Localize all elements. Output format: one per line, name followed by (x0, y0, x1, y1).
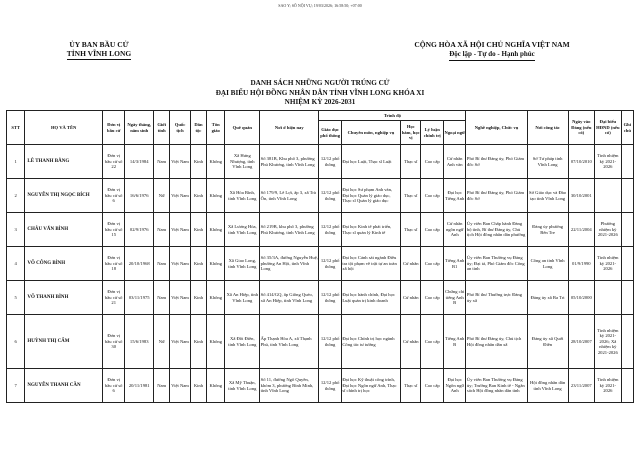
col-language: Ngoại ngữ (443, 121, 465, 145)
cell-hometown: Xã Hòa Bình, tỉnh Vĩnh Long (225, 179, 260, 213)
cell-stt: 5 (7, 281, 25, 315)
cell-note (621, 281, 633, 315)
cell-residence: Số 11, đường Ngô Quyền, khóm 3, phường Bình Minh, tỉnh Vĩnh Long (260, 369, 319, 403)
cell-ethnic: Kinh (190, 179, 206, 213)
cell-hdnd: Tỉnh nhiệm kỳ 2021-2026 (595, 369, 622, 403)
cell-nationality: Việt Nam (170, 179, 190, 213)
cell-language: Cử nhân Anh văn (443, 145, 465, 179)
cell-note (621, 213, 633, 247)
cell-workplace: Công an tỉnh Vĩnh Long (527, 247, 568, 281)
cell-gender: Nam (154, 145, 170, 179)
cell-ethnic: Kinh (190, 247, 206, 281)
cell-religion: Không (207, 315, 225, 369)
col-religion: Tôn giáo (207, 111, 225, 145)
cell-unit: Đơn vị bầu cử số 21 (102, 281, 124, 315)
col-workplace: Nơi công tác (527, 111, 568, 145)
cell-hometown: Xã Giao Long, tỉnh Vĩnh Long (225, 247, 260, 281)
cell-nationality: Việt Nam (170, 369, 190, 403)
cell-language: Đại học Tiếng Anh (443, 179, 465, 213)
cell-job: Ủy viên Ban Thường vụ Đảng ủy; Đại tá, Phó Giám đốc Công an tỉnh (466, 247, 527, 281)
table-row (7, 247, 634, 281)
cell-residence: Ấp Thạnh Hòa A, xã Thạnh Phú, tỉnh Vĩnh Long (260, 315, 319, 369)
cell-ethnic: Kinh (190, 315, 206, 369)
cell-note (621, 315, 633, 369)
cell-hometown: Xã Lương Hòa, tỉnh Vĩnh Long (225, 213, 260, 247)
cell-name: NGUYỄN THANH CẦN (25, 369, 103, 403)
cell-politics: Cao cấp (421, 247, 443, 281)
cell-residence: Số 35/3A, đường Nguyễn Huệ, phường An Hội, tỉnh Vĩnh Long (260, 247, 319, 281)
table-row (7, 369, 634, 403)
document-title (0, 79, 640, 108)
cell-unit: Đơn vị bầu cử số 6 (102, 369, 124, 403)
cell-dob: 03/11/1975 (125, 281, 154, 315)
cell-politics: Cao cấp (421, 315, 443, 369)
cell-politics: Cao cấp (421, 369, 443, 403)
cell-specialty: Đại học Sư phạm Anh văn, Đại học Quản lý giáo dục, Thạc sĩ Quản lý giáo dục (341, 179, 400, 213)
col-hdnd: Đại biểu HĐND (nếu có) (595, 111, 622, 145)
cell-language: Tiếng Anh B (443, 315, 465, 369)
cell-general: 12/12 phổ thông (319, 213, 341, 247)
cell-party: 07/10/2010 (568, 145, 595, 179)
col-unit: Đơn vị bầu cử (102, 111, 124, 145)
cell-residence: Số 414/GQ, ấp Giồng Quéo, xã An Hiệp, tỉnh Vĩnh Long (260, 281, 319, 315)
cell-dob: 20/10/1968 (125, 247, 154, 281)
cell-unit: Đơn vị bầu cử số 6 (102, 179, 124, 213)
cell-gender: Nữ (154, 315, 170, 369)
cell-job: Ủy viên Ban Thường vụ Đảng ủy; Trưởng Ban Kinh tế - Ngân sách Hội đồng nhân dân tỉnh (466, 369, 527, 403)
cell-dob: 15/6/1983 (125, 315, 154, 369)
cell-language: Đại học Ngôn ngữ Anh (443, 369, 465, 403)
cell-religion: Không (207, 247, 225, 281)
authority-line-2: TỈNH VĨNH LONG (66, 49, 132, 58)
cell-stt: 2 (7, 179, 25, 213)
cell-name: NGUYỄN THỊ NGỌC BÍCH (25, 179, 103, 213)
cell-dob: 02/9/1976 (125, 213, 154, 247)
cell-note (621, 247, 633, 281)
cell-religion: Không (207, 281, 225, 315)
table-row (7, 315, 634, 369)
cell-general: 12/12 phổ thông (319, 179, 341, 213)
country-name: CỘNG HÒA XÃ HỘI CHỦ NGHĨA VIỆT NAM (414, 40, 570, 49)
cell-hometown: Xã Hưng Nhượng, tỉnh Vĩnh Long (225, 145, 260, 179)
cell-name: CHÂU VĂN BÌNH (25, 213, 103, 247)
cell-hometown: Xã Mỹ Thuận, tỉnh Vĩnh Long (225, 369, 260, 403)
title-line-3: NHIỆM KỲ 2026-2031 (284, 98, 356, 106)
cell-hdnd (595, 179, 622, 213)
cell-ethnic: Kinh (190, 213, 206, 247)
col-note: Ghi chú (621, 111, 633, 145)
cell-ethnic: Kinh (190, 369, 206, 403)
cell-general: 12/12 phổ thông (319, 145, 341, 179)
cell-hdnd (595, 281, 622, 315)
cell-politics: Cao cấp (421, 179, 443, 213)
cell-gender: Nam (154, 281, 170, 315)
cell-ethnic: Kinh (190, 145, 206, 179)
col-gender: Giới tính (154, 111, 170, 145)
cell-stt: 4 (7, 247, 25, 281)
cell-gender: Nam (154, 247, 170, 281)
cell-hdnd: Tỉnh nhiệm kỳ 2021-2026 (595, 247, 622, 281)
cell-residence: Số 381B, Khu phố 3, phường Phú Khương, tỉnh Vĩnh Long (260, 145, 319, 179)
cell-gender: Nữ (154, 179, 170, 213)
cell-party: 05/10/2000 (568, 281, 595, 315)
col-degree: Học hàm, học vị (401, 121, 421, 145)
cell-specialty: Đại học Kinh tế phát triển, Thạc sĩ quản lý Kinh tế (341, 213, 400, 247)
cell-residence: Số 179/9, Lê Lợi, ấp 3, xã Trà Ôn, tỉnh Vĩnh Long (260, 179, 319, 213)
cell-stt: 3 (7, 213, 25, 247)
cell-stt: 7 (7, 369, 25, 403)
col-ethnic: Dân tộc (190, 111, 206, 145)
cell-workplace: Đảng ủy xã Ba Tri (527, 281, 568, 315)
cell-workplace: Hội đồng nhân dân tỉnh Vĩnh Long (527, 369, 568, 403)
cell-workplace: Sở Tư pháp tỉnh Vĩnh Long (527, 145, 568, 179)
cell-job: Phó Bí thư Đảng ủy, Phó Giám đốc Sở (466, 145, 527, 179)
table-row (7, 179, 634, 213)
cell-degree: Thạc sĩ (401, 145, 421, 179)
cell-specialty: Đại học Kỹ thuật công trình, Đại học Ngôn ngữ Anh, Thạc sĩ chính trị học (341, 369, 400, 403)
cell-party: 30/10/2001 (568, 179, 595, 213)
col-nationality: Quốc tịch (170, 111, 190, 145)
national-motto (372, 40, 612, 61)
cell-job: Phó Bí thư Đảng ủy, Phó Giám đốc Sở (466, 179, 527, 213)
cell-specialty: Đại học Cảnh sát ngành Điều tra tội phạm về trật tự an toàn xã hội (341, 247, 400, 281)
col-specialty: Chuyên môn, nghiệp vụ (341, 121, 400, 145)
cell-workplace: Đảng ủy xã Quới Điền (527, 315, 568, 369)
cell-note (621, 369, 633, 403)
elected-delegates-table (6, 110, 634, 403)
cell-nationality: Việt Nam (170, 315, 190, 369)
cell-residence: Số 219B, khu phố 3, phường Phú Khương, tỉnh Vĩnh Long (260, 213, 319, 247)
cell-stt: 6 (7, 315, 25, 369)
cell-religion: Không (207, 213, 225, 247)
cell-note (621, 179, 633, 213)
col-job: Nghề nghiệp, Chức vụ (466, 111, 527, 145)
cell-party: 23/11/2007 (568, 369, 595, 403)
cell-dob: 20/11/1981 (125, 369, 154, 403)
cell-party: 22/11/2004 (568, 213, 595, 247)
cell-name: VÕ CÔNG BÌNH (25, 247, 103, 281)
cell-name: LÊ THANH BẰNG (25, 145, 103, 179)
cell-hometown: Xã An Hiệp, tỉnh Vĩnh Long (225, 281, 260, 315)
cell-dob: 16/6/1976 (125, 179, 154, 213)
cell-religion: Không (207, 369, 225, 403)
cell-degree: Thạc sĩ (401, 179, 421, 213)
table-row (7, 281, 634, 315)
cell-gender: Nam (154, 369, 170, 403)
cell-religion: Không (207, 145, 225, 179)
cell-hometown: Xã Đồi Điền, tỉnh Vĩnh Long (225, 315, 260, 369)
cell-nationality: Việt Nam (170, 281, 190, 315)
col-residence: Nơi ở hiện nay (260, 111, 319, 145)
col-party: Ngày vào Đảng (nếu có) (568, 111, 595, 145)
cell-stt: 1 (7, 145, 25, 179)
cell-unit: Đơn vị bầu cử số 15 (102, 213, 124, 247)
cell-name: VÕ THANH BÌNH (25, 281, 103, 315)
cell-degree: Thạc sĩ (401, 369, 421, 403)
cell-workplace: Sở Giáo dục và Đào tạo tỉnh Vĩnh Long (527, 179, 568, 213)
cell-religion: Không (207, 179, 225, 213)
cell-specialty: Đại học Luật, Thạc sĩ Luật (341, 145, 400, 179)
table-row (7, 213, 634, 247)
cell-general: 12/12 phổ thông (319, 281, 341, 315)
motto: Độc lập - Tự do - Hạnh phúc (449, 50, 535, 61)
cell-note (621, 145, 633, 179)
cell-specialty: Đại học Chính trị học ngành Công tác tư tưởng (341, 315, 400, 369)
cell-nationality: Việt Nam (170, 145, 190, 179)
cell-language: Cử nhân ngôn ngữ Anh (443, 213, 465, 247)
col-education-group: Trình độ (319, 111, 466, 121)
col-stt: STT (7, 111, 25, 145)
cell-degree: Cử nhân (401, 281, 421, 315)
cell-name: HUỲNH THỊ CẨM (25, 315, 103, 369)
col-name: HỌ VÀ TÊN (25, 111, 103, 145)
cell-unit: Đơn vị bầu cử số 18 (102, 247, 124, 281)
cell-job: Phó Bí thư Thường trực Đảng ủy xã (466, 281, 527, 315)
cell-nationality: Việt Nam (170, 213, 190, 247)
cell-hdnd: Tỉnh nhiệm kỳ 2021-2026; Xã nhiệm kỳ 2021-2026 (595, 315, 622, 369)
cell-party: 01/9/1990 (568, 247, 595, 281)
cell-general: 12/12 phổ thông (319, 247, 341, 281)
cell-job: Ủy viên Ban Chấp hành Đảng bộ tỉnh, Bí thư Đảng ủy, Chủ tịch Hội đồng nhân dân phường (466, 213, 527, 247)
cell-unit: Đơn vị bầu cử số 30 (102, 315, 124, 369)
issuing-authority (24, 40, 174, 60)
cell-politics: Cao cấp (421, 281, 443, 315)
cell-degree: Cử nhân (401, 315, 421, 369)
table-row (7, 145, 634, 179)
title-line-2: ĐẠI BIỂU HỘI ĐỒNG NHÂN DÂN TỈNH VĨNH LONG KHÓA XI (215, 88, 425, 97)
cell-language: Chứng chỉ tiếng Anh B (443, 281, 465, 315)
cell-job: Phó Bí thư Đảng ủy, Chủ tịch Hội đồng nhân dân xã (466, 315, 527, 369)
col-hometown: Quê quán (225, 111, 260, 145)
cell-unit: Đơn vị bầu cử số 22 (102, 145, 124, 179)
cell-politics: Cao cấp (421, 145, 443, 179)
cell-politics: Cao cấp (421, 213, 443, 247)
cell-hdnd: Tỉnh nhiệm kỳ 2021-2026 (595, 145, 622, 179)
cell-dob: 14/3/1984 (125, 145, 154, 179)
cell-general: 12/12 phổ thông (319, 369, 341, 403)
digital-signature-stamp: SAO Y; SỐ NỘI VỤ; 19/03/2026; 16:58:50; +07:00 (278, 3, 362, 8)
cell-hdnd: Phường nhiệm kỳ 2021-2026 (595, 213, 622, 247)
cell-degree: Thạc sĩ (401, 213, 421, 247)
cell-gender: Nam (154, 213, 170, 247)
cell-language: Tiếng Anh B1 (443, 247, 465, 281)
col-general: Giáo dục phổ thông (319, 121, 341, 145)
cell-nationality: Việt Nam (170, 247, 190, 281)
cell-party: 28/10/2007 (568, 315, 595, 369)
cell-workplace: Đảng ủy phường Bến Tre (527, 213, 568, 247)
cell-degree: Cử nhân (401, 247, 421, 281)
cell-specialty: Đại học hành chính, Đại học Luật quản trị kinh doanh (341, 281, 400, 315)
title-line-1: DANH SÁCH NHỮNG NGƯỜI TRÚNG CỬ (250, 79, 390, 87)
col-dob: Ngày tháng, năm sinh (125, 111, 154, 145)
cell-ethnic: Kinh (190, 281, 206, 315)
authority-line-1: ỦY BAN BẦU CỬ (69, 40, 129, 49)
cell-general: 12/12 phổ thông (319, 315, 341, 369)
col-politics: Lý luận chính trị (421, 121, 443, 145)
